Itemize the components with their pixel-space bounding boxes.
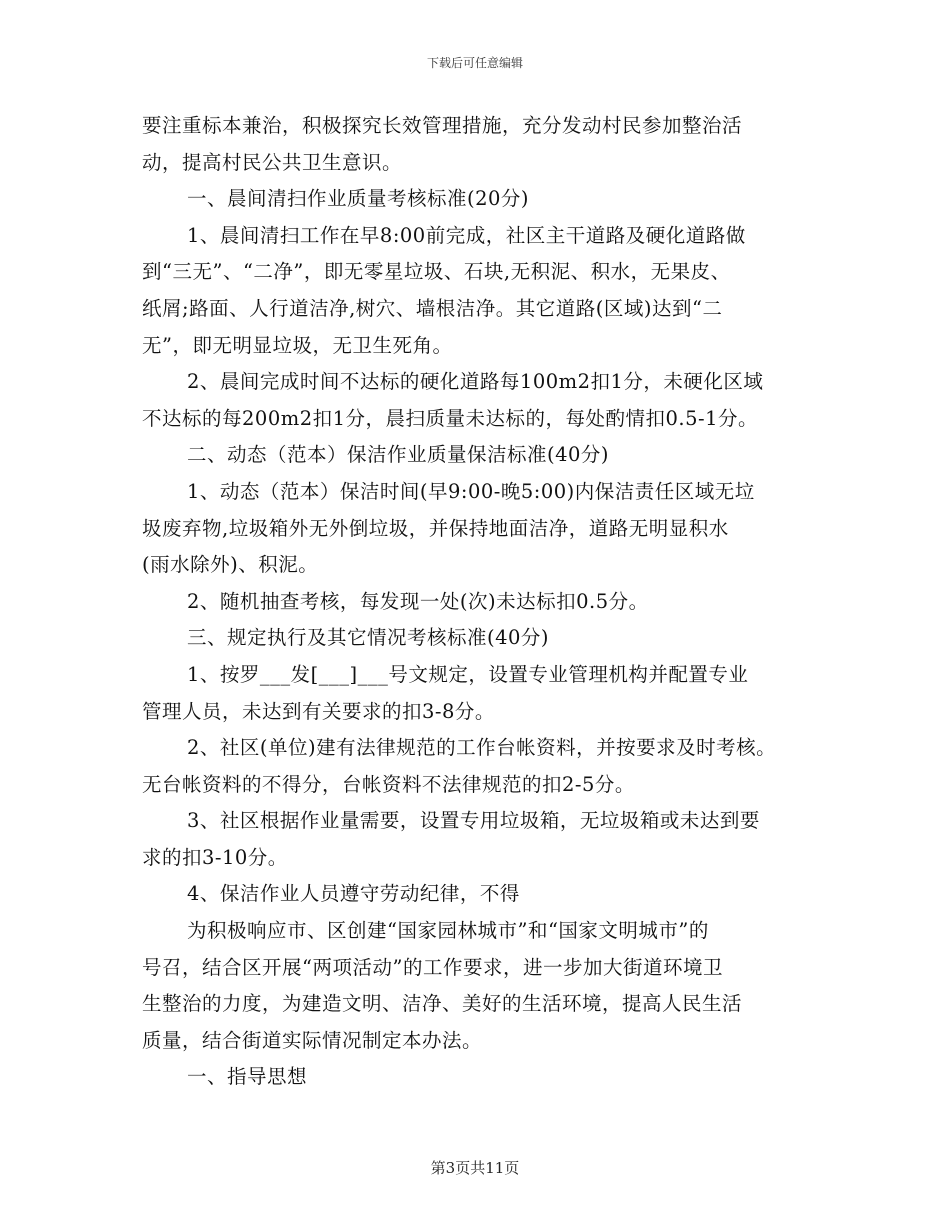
text-line: 1、晨间清扫工作在早8:00前完成，社区主干道路及硬化道路做 xyxy=(187,223,746,247)
text-line: 到“三无”、“二净”，即无零星垃圾、石块,无积泥、积水，无果皮、 xyxy=(142,260,731,284)
text-line: 不达标的每200m2扣1分，晨扫质量未达标的，每处酌情扣0.5-1分。 xyxy=(142,406,759,430)
section-heading: 二、动态（范本）保洁作业质量保洁标准(40分) xyxy=(187,443,610,467)
text-line: 无”，即无明显垃圾，无卫生死角。 xyxy=(142,333,453,357)
text-line: 2、社区(单位)建有法律规范的工作台帐资料，并按要求及时考核。 xyxy=(187,736,777,760)
section-heading: 三、规定执行及其它情况考核标准(40分) xyxy=(187,626,550,650)
text-line: 1、按罗___发[___]___号文规定，设置专业管理机构并配置专业 xyxy=(187,662,749,686)
document-body xyxy=(142,108,832,1096)
text-line: 2、随机抽查考核，每发现一处(次)未达标扣0.5分。 xyxy=(187,589,649,613)
text-line: 管理人员，未达到有关要求的扣3-8分。 xyxy=(142,699,495,723)
text-line: 求的扣3-10分。 xyxy=(142,845,288,869)
text-line: 质量，结合街道实际情况制定本办法。 xyxy=(142,1028,483,1052)
text-line: 圾废弃物,垃圾箱外无外倒垃圾，并保持地面洁净，道路无明显积水 xyxy=(142,516,729,540)
text-line: 无台帐资料的不得分，台帐资料不法律规范的扣2-5分。 xyxy=(142,772,635,796)
page-footer: 第3页共11页 xyxy=(430,1159,520,1177)
text-line: 要注重标本兼治，积极探究长效管理措施，充分发动村民参加整治活 xyxy=(142,114,743,137)
text-line: 为积极响应市、区创建“国家园林城市”和“国家文明城市”的 xyxy=(187,919,709,943)
page-header: 下载后可任意编辑 xyxy=(426,56,523,70)
text-line: 4、保洁作业人员遵守劳动纪律，不得 xyxy=(187,882,520,906)
text-line: 生整治的力度，为建造文明、洁净、美好的生活环境，提高人民生活 xyxy=(142,992,743,1016)
text-line: 3、社区根据作业量需要，设置专用垃圾箱，无垃圾箱或未达到要 xyxy=(187,809,760,833)
section-heading: 一、晨间清扫作业质量考核标准(20分) xyxy=(187,187,530,211)
text-line: 2、晨间完成时间不达标的硬化道路每100m2扣1分，未硬化区域 xyxy=(187,370,764,394)
section-heading: 一、指导思想 xyxy=(187,1065,308,1089)
text-line: 1、动态（范本）保洁时间(早9:00-晚5:00)内保洁责任区域无垃 xyxy=(187,479,755,503)
text-line: (雨水除外)、积泥。 xyxy=(142,553,319,577)
text-line: 号召，结合区开展“两项活动”的工作要求，进一步加大街道环境卫 xyxy=(142,955,723,979)
text-line: 动，提高村民公共卫生意识。 xyxy=(142,150,403,174)
text-line: 纸屑;路面、人行道洁净,树穴、墙根洁净。其它道路(区域)达到“二 xyxy=(142,296,723,320)
